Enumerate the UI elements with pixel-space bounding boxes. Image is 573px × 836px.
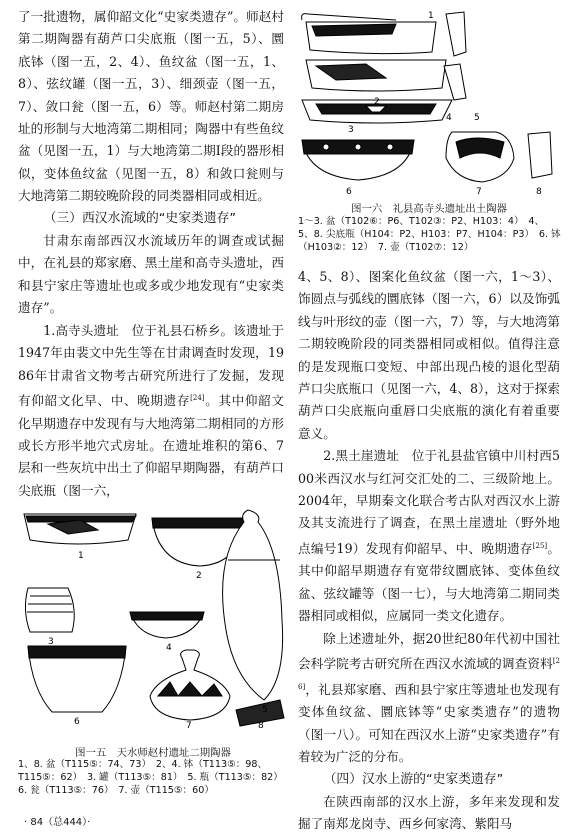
paragraph: 除上述遗址外，据20世纪80年代初中国社会科学院考古研究所在西汉水流域的调查资料[26]，礼县郑家磨、西和县宁家庄等遗址也发现有变体鱼纹盆、圜底钵等“史家类遗存”的遗物（图一八）。可知在西汉水上游“史家类遗存”有着较为广泛的分布。: [298, 630, 560, 765]
fig16-label-2: 2: [374, 97, 380, 107]
fig15-label-1: 1: [78, 551, 84, 561]
figure-16-title: 图一六 礼县高寺头遗址出土陶器: [351, 203, 507, 215]
citation: [26]: [298, 657, 560, 691]
fig15-label-4: 4: [166, 643, 172, 653]
fig15-label-8: 8: [258, 721, 264, 728]
figure-16: [296, 8, 562, 198]
figure-16-caption: 1～3. 盆（T102⑥：P6、T102③：P2、H103：4） 4、 5、8. 尖底瓶（H104：P2、H103：P7、H104：P3） 6. 钵 （H103②：12） 7. 壶（T102⑦：12）: [298, 216, 561, 253]
paragraph: 了一批遗物，属仰韶文化“史家类遗存”。师赵村第二期陶器有葫芦口尖底瓶（图一五，5）、圜底钵（图一五，2、4）、鱼纹盆（图一五，1、8）、弦纹罐（图一五，3）、细颈壶（图一五，7）、敛口瓮（图一五，6）等。师赵村第二期房址的形制与大地湾第二期相同；陶器中有些鱼纹盆（见图一五，1）与大地湾第二期Ⅰ段的器形相似，变体鱼纹盆（见图一五，8）和敛口瓮则与大地湾第二期较晚阶段的同类器相同或相近。: [18, 9, 284, 204]
left-column: [18, 6, 284, 502]
fig16-label-6: 6: [346, 187, 352, 197]
fig15-label-5: 5: [262, 705, 268, 715]
citation: [24]: [190, 393, 205, 402]
fig16-label-3: 3: [348, 125, 354, 135]
paragraph: 1.高寺头遗址 位于礼县石桥乡。该遗址于1947年由裴文中先生等在甘肃调查时发现，1986年甘肃省文物考古研究所进行了发掘，发现有仰韶文化早、中、晚期遗存[24]。其中仰韶文化早期遗存中发现有与大地湾第二期相同的方形或长方形半地穴式房址。在遗址堆积的第6、7层和一些灰坑中出土了仰韶早期陶器，有葫芦口尖底瓶（图一六，: [18, 322, 285, 498]
figure-15-caption: 1、8. 盆（T115⑤：74、73） 2、4. 钵（T113⑤：98、 T115⑤：62） 3. 罐（T113⑤：81） 5. 瓶（T113⑤：82） 6. 瓮（T113⑤：76） 7. 壶（T115⑤：60）: [18, 759, 283, 796]
fig16-label-1: 1: [428, 11, 434, 21]
paragraph: 4、5、8）、图案化鱼纹盆（图一六，1～3）、饰圆点与弧线的圜底钵（图一六，6）以及饰弧线与叶形纹的壶（图一六，7）等，与大地湾第二期较晚阶段的同类器相同或相似。值得注意的是发现瓶口变短、中部出现凸棱的退化型葫芦口尖底瓶口（见图一六，4、8），这对于探索葫芦口尖底瓶向重唇口尖底瓶的演化有着重要意义。: [298, 269, 560, 441]
figure-15-drawing: [18, 500, 286, 728]
fig15-label-2: 2: [196, 571, 202, 581]
paragraph: 甘肃东南部西汉水流域历年的调查或试掘中，在礼县的郑家磨、黑土崖和高寺头遗址，西和县宁家庄等遗址也或多或少地发现有“史家类遗存”。: [18, 233, 284, 316]
section-heading: （三）西汉水流域的“史家类遗存”: [43, 210, 237, 226]
fig15-label-3: 3: [48, 637, 54, 647]
citation: [25]: [532, 541, 548, 550]
figure-16-drawing: [296, 8, 562, 198]
page-number: · 84（总444）·: [24, 817, 91, 828]
paragraph: 2.黑土崖遗址 位于礼县盐官镇中川村西500米西汉水与红河交汇处的二、三级阶地上。2004年，早期秦文化联合考古队对西汉水上游及其支流进行了调查，在黑土崖遗址（野外地点编号19）发现有仰韶早、中、晚期遗存[25]。其中仰韶早期遗存有宽带纹圜底钵、变体鱼纹盆、弦纹罐等（图一七），与大地湾第二期同类器相同或相似，应属同一类文化遗存。: [298, 448, 561, 624]
section-heading: （四）汉水上游的“史家类遗存”: [323, 771, 504, 787]
paragraph: 在陕西南部的汉水上游，多年来发现和发掘了南郑龙岗寺、西乡何家湾、紫阳马: [298, 793, 560, 832]
fig16-label-4: 4: [446, 113, 452, 123]
fig15-label-6: 6: [74, 717, 80, 727]
fig16-label-5: 5: [474, 113, 480, 123]
fig16-label-8: 8: [536, 187, 542, 197]
fig15-label-7: 7: [186, 721, 192, 728]
figure-15-title: 图一五 天水师赵村遗址二期陶器: [75, 747, 231, 759]
figure-15: [18, 500, 286, 755]
right-column: [298, 266, 560, 836]
fig16-label-7: 7: [476, 187, 482, 197]
